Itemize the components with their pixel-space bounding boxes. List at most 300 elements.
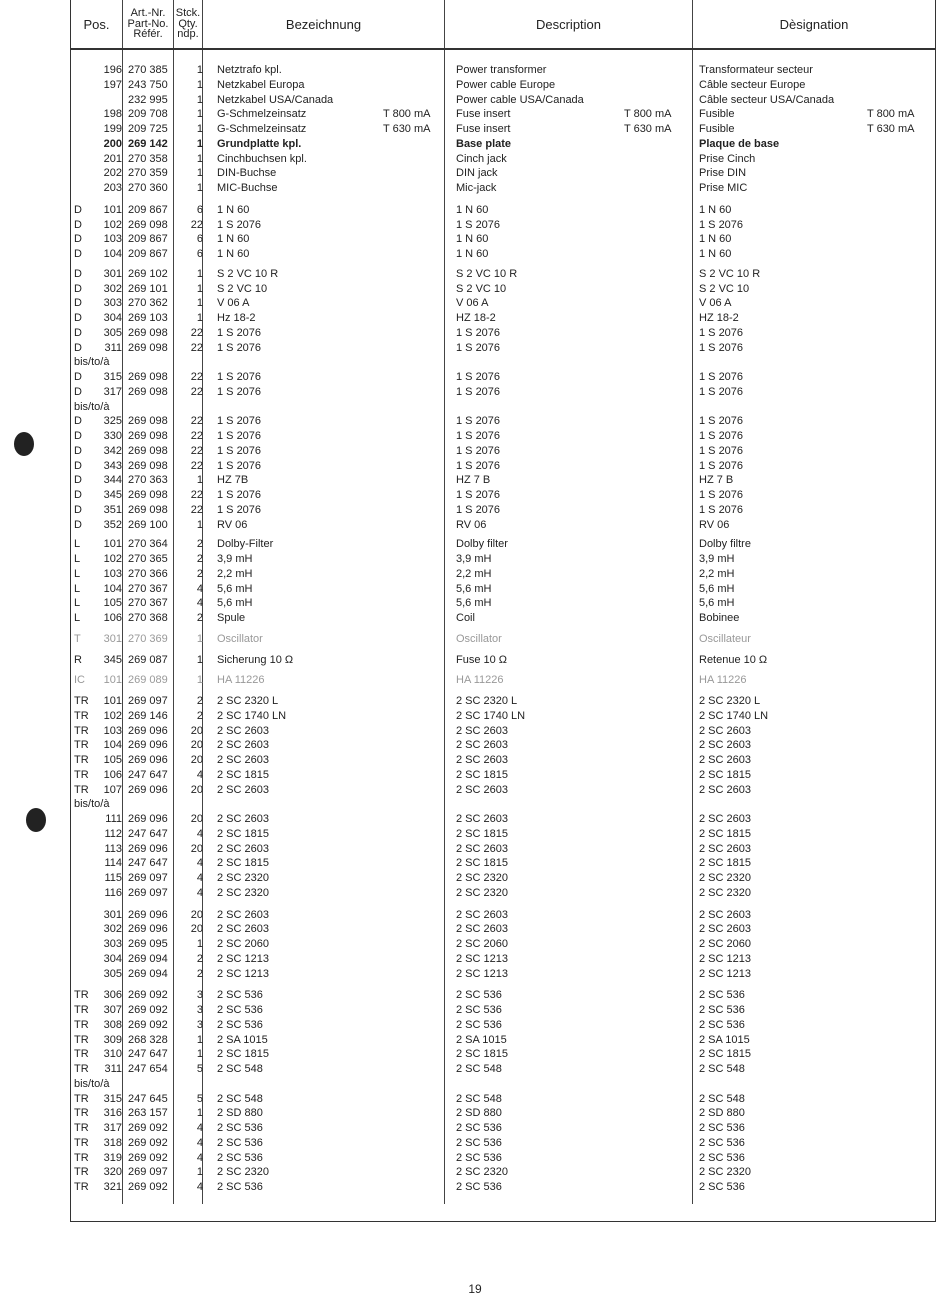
row-part-no: 263 157 xyxy=(128,1107,168,1120)
row-description: 2 SC 1815 xyxy=(456,1048,508,1061)
row-bezeichnung: DIN-Buchse xyxy=(217,167,277,180)
row-pos: 342 xyxy=(103,444,122,457)
row-pos: 116 xyxy=(104,886,122,899)
row-pos: 105 xyxy=(103,597,122,610)
row-description: 2 SC 2603 xyxy=(456,739,508,752)
row-bezeichnung: 2 SC 2320 xyxy=(217,1166,269,1179)
row-designation: Plaque de base xyxy=(699,137,780,150)
row-description: 2 SC 536 xyxy=(456,989,502,1002)
row-pos: 321 xyxy=(103,1181,122,1193)
row-prefix: D xyxy=(74,474,82,487)
row-designation: 1 S 2076 xyxy=(699,430,744,442)
row-qty: 1 xyxy=(196,312,203,324)
header-part-no-fr: Référ. xyxy=(133,28,163,41)
row-designation: 2 SC 536 xyxy=(699,1181,745,1193)
row-designation: S 2 VC 10 R xyxy=(699,267,761,280)
row-bezeichnung: 2 SC 536 xyxy=(217,989,263,1002)
row-description: 2 SC 1740 LN xyxy=(456,709,526,722)
row-part-no: 268 328 xyxy=(128,1033,168,1046)
col-divider xyxy=(173,0,174,1204)
row-part-no: 270 367 xyxy=(128,582,168,595)
row-pos: 102 xyxy=(103,553,122,565)
row-bezeichnung: Oscillator xyxy=(217,632,263,645)
row-qty: 20 xyxy=(190,724,203,737)
row-designation: Fusible xyxy=(699,123,735,135)
row-pos: 315 xyxy=(103,1092,122,1105)
row-part-no: 270 365 xyxy=(128,553,168,565)
row-description: 5,6 mH xyxy=(456,597,492,610)
row-prefix: D xyxy=(74,341,82,354)
row-bezeichnung: Netztrafo kpl. xyxy=(217,64,282,76)
row-description: 1 S 2076 xyxy=(456,385,501,398)
row-qty: 4 xyxy=(196,1122,203,1134)
row-description: Cinch jack xyxy=(456,152,507,165)
row-prefix: TR xyxy=(74,783,89,796)
row-part-no: 269 097 xyxy=(128,695,168,707)
row-qty: 1 xyxy=(196,182,203,194)
row-part-no: 269 092 xyxy=(128,1136,168,1149)
header-qty-fr: ndp. xyxy=(177,28,199,41)
row-qty: 22 xyxy=(190,371,203,383)
row-prefix: D xyxy=(74,518,82,531)
row-prefix: D xyxy=(74,371,82,383)
row-prefix: D xyxy=(74,312,82,324)
row-pos: 304 xyxy=(103,952,122,965)
row-prefix: D xyxy=(74,233,82,246)
row-qty: 20 xyxy=(190,842,203,855)
row-bezeichnung: Netzkabel Europa xyxy=(217,78,305,91)
row-designation-value: T 630 mA xyxy=(867,123,915,135)
row-description: 2 SC 2603 xyxy=(456,908,508,921)
row-pos: 197 xyxy=(103,78,122,91)
col-divider xyxy=(692,0,693,1204)
row-pos: 305 xyxy=(103,326,122,339)
row-pos: 202 xyxy=(103,167,122,180)
row-part-no: 269 095 xyxy=(128,938,168,950)
row-description: Fuse insert xyxy=(456,123,511,135)
row-part-no: 269 096 xyxy=(128,724,168,737)
row-qty: 20 xyxy=(190,783,203,796)
row-bezeichnung: 2 SC 2603 xyxy=(217,739,269,752)
row-prefix: TR xyxy=(74,1092,89,1105)
row-prefix: TR xyxy=(74,1018,89,1031)
row-bezeichnung: 1 S 2076 xyxy=(217,326,262,339)
row-prefix: L xyxy=(74,538,81,551)
row-designation: 5,6 mH xyxy=(699,597,735,610)
row-qty: 3 xyxy=(196,989,203,1002)
row-description: 2 SC 1213 xyxy=(456,967,508,980)
row-part-no: 269 096 xyxy=(128,813,168,825)
row-part-no: 269 101 xyxy=(128,282,168,295)
row-bezeichnung: 2 SC 2603 xyxy=(217,923,269,936)
row-pos: 317 xyxy=(103,1122,122,1134)
row-qty: 22 xyxy=(190,503,203,516)
row-designation: HA 11226 xyxy=(699,674,747,687)
row-bezeichnung-value: T 630 mA xyxy=(383,123,431,135)
row-description: Coil xyxy=(456,612,475,624)
row-designation: 2 SC 2320 L xyxy=(699,695,761,707)
row-designation: Câble secteur USA/Canada xyxy=(699,93,835,106)
row-part-no: 270 368 xyxy=(128,612,168,624)
row-prefix: bis/to/à xyxy=(74,356,110,369)
row-designation: 2,2 mH xyxy=(699,567,735,580)
row-designation: 1 N 60 xyxy=(699,233,732,246)
row-bezeichnung: MIC-Buchse xyxy=(217,182,278,194)
row-description: 2 SC 548 xyxy=(456,1063,502,1075)
row-qty: 6 xyxy=(196,203,203,216)
row-designation: 2 SC 2603 xyxy=(699,908,751,921)
row-pos: 330 xyxy=(103,430,122,442)
row-part-no: 269 096 xyxy=(128,842,168,855)
row-designation: 2 SC 1815 xyxy=(699,768,751,781)
row-prefix: D xyxy=(74,430,82,442)
row-prefix: TR xyxy=(74,989,89,1002)
row-prefix: D xyxy=(74,326,82,339)
row-description: 3,9 mH xyxy=(456,553,492,565)
row-designation: 2 SC 536 xyxy=(699,1018,745,1031)
row-designation: 2 SC 1213 xyxy=(699,967,751,980)
row-description: 1 N 60 xyxy=(456,248,489,260)
row-prefix: TR xyxy=(74,1063,89,1075)
row-pos: 325 xyxy=(103,415,122,428)
row-prefix: D xyxy=(74,297,82,310)
row-pos: 101 xyxy=(103,538,122,551)
row-bezeichnung: S 2 VC 10 xyxy=(217,282,268,295)
row-prefix: TR xyxy=(74,1048,89,1061)
header-part-no-de: Art.-Nr. xyxy=(130,7,166,20)
row-description: 1 S 2076 xyxy=(456,430,501,442)
row-bezeichnung: Hz 18-2 xyxy=(217,312,256,324)
row-pos: 308 xyxy=(103,1018,122,1031)
row-qty: 22 xyxy=(190,444,203,457)
row-designation-value: T 800 mA xyxy=(867,108,915,121)
row-bezeichnung: 1 S 2076 xyxy=(217,385,262,398)
row-pos: 345 xyxy=(103,653,122,666)
row-description: 2 SD 880 xyxy=(456,1107,502,1120)
row-bezeichnung: Grundplatte kpl. xyxy=(217,137,302,150)
row-part-no: 269 097 xyxy=(128,886,168,899)
col-divider xyxy=(444,0,445,1204)
row-description: 2 SC 1815 xyxy=(456,827,508,840)
row-pos: 343 xyxy=(103,459,122,472)
row-designation: 1 S 2076 xyxy=(699,444,744,457)
row-part-no: 269 098 xyxy=(128,341,168,354)
header-part-no-en: Part-No. xyxy=(127,17,169,30)
row-description: 2 SC 1815 xyxy=(456,768,508,781)
row-qty: 1 xyxy=(196,267,203,280)
row-bezeichnung: 1 S 2076 xyxy=(217,430,262,442)
row-bezeichnung: 2 SA 1015 xyxy=(217,1033,268,1046)
row-bezeichnung: 2 SC 536 xyxy=(217,1018,263,1031)
row-bezeichnung: 2 SC 1815 xyxy=(217,768,269,781)
row-qty: 22 xyxy=(190,218,203,231)
row-designation: 2 SC 1815 xyxy=(699,857,751,870)
row-qty: 1 xyxy=(196,297,203,310)
row-description: 1 S 2076 xyxy=(456,489,501,501)
row-description: Fuse insert xyxy=(456,108,511,121)
row-part-no: 269 096 xyxy=(128,754,168,766)
row-pos: 101 xyxy=(103,674,122,687)
row-qty: 2 xyxy=(196,612,203,624)
row-designation: Prise Cinch xyxy=(699,152,756,165)
row-qty: 20 xyxy=(190,739,203,752)
row-description: 2 SC 2320 xyxy=(456,872,508,884)
row-part-no: 209 867 xyxy=(128,248,168,260)
row-part-no: 269 098 xyxy=(128,459,168,472)
row-bezeichnung: 2 SC 1213 xyxy=(217,967,269,980)
row-pos: 105 xyxy=(103,754,122,766)
row-pos: 103 xyxy=(103,567,122,580)
row-qty: 1 xyxy=(196,938,203,950)
row-qty: 5 xyxy=(196,1063,203,1075)
row-part-no: 269 100 xyxy=(128,518,168,531)
row-description: Power cable Europe xyxy=(456,78,556,91)
row-part-no: 247 647 xyxy=(128,768,168,781)
row-qty: 2 xyxy=(196,709,203,722)
row-bezeichnung: 2,2 mH xyxy=(217,567,253,580)
row-qty: 1 xyxy=(196,123,203,135)
row-description: 1 S 2076 xyxy=(456,371,501,383)
row-pos: 103 xyxy=(103,724,122,737)
row-prefix: D xyxy=(74,203,82,216)
row-part-no: 269 098 xyxy=(128,326,168,339)
row-description: 2 SC 2603 xyxy=(456,754,508,766)
row-bezeichnung: 2 SC 2603 xyxy=(217,842,269,855)
row-designation: 2 SC 2603 xyxy=(699,923,751,936)
row-description: 2 SC 2603 xyxy=(456,783,508,796)
row-part-no: 209 708 xyxy=(128,108,168,121)
row-bezeichnung: 2 SC 1815 xyxy=(217,857,269,870)
row-bezeichnung: 1 S 2076 xyxy=(217,415,262,428)
row-pos: 200 xyxy=(103,137,122,150)
row-prefix: TR xyxy=(74,1107,89,1120)
row-part-no: 269 087 xyxy=(128,653,168,666)
row-bezeichnung: 2 SC 2320 xyxy=(217,886,269,899)
row-qty: 22 xyxy=(190,385,203,398)
row-bezeichnung: 1 N 60 xyxy=(217,203,250,216)
row-designation: Oscillateur xyxy=(699,632,751,645)
row-qty: 4 xyxy=(196,1181,203,1193)
row-prefix: TR xyxy=(74,709,89,722)
row-qty: 1 xyxy=(196,1048,203,1061)
row-bezeichnung: 2 SC 2603 xyxy=(217,783,269,796)
header-pos: Pos. xyxy=(83,16,110,32)
row-qty: 4 xyxy=(196,1151,203,1164)
punch-hole xyxy=(14,432,34,456)
row-pos: 198 xyxy=(103,108,122,121)
row-part-no: 269 089 xyxy=(128,674,168,687)
row-part-no: 269 097 xyxy=(128,1166,168,1179)
row-bezeichnung: 1 S 2076 xyxy=(217,218,262,231)
row-qty: 4 xyxy=(196,886,203,899)
row-prefix: TR xyxy=(74,1136,89,1149)
row-description: HZ 7 B xyxy=(456,474,491,487)
row-pos: 112 xyxy=(104,827,122,840)
row-pos: 102 xyxy=(103,709,122,722)
row-prefix: TR xyxy=(74,754,89,766)
row-bezeichnung: 2 SC 548 xyxy=(217,1063,263,1075)
row-bezeichnung: 2 SC 2603 xyxy=(217,908,269,921)
row-description: 2 SC 536 xyxy=(456,1151,502,1164)
row-bezeichnung: 2 SD 880 xyxy=(217,1107,263,1120)
row-bezeichnung: 2 SC 548 xyxy=(217,1092,263,1105)
row-description: 2 SC 2320 L xyxy=(456,695,518,707)
row-pos: 317 xyxy=(103,385,122,398)
row-designation: 2 SC 2320 xyxy=(699,1166,751,1179)
row-bezeichnung: 2 SC 2603 xyxy=(217,813,269,825)
row-qty: 1 xyxy=(196,64,203,76)
row-pos: 316 xyxy=(103,1107,122,1120)
row-part-no: 269 092 xyxy=(128,1122,168,1134)
row-bezeichnung: 2 SC 536 xyxy=(217,1151,263,1164)
row-bezeichnung: 5,6 mH xyxy=(217,597,253,610)
row-part-no: 269 096 xyxy=(128,739,168,752)
row-designation: 1 S 2076 xyxy=(699,385,744,398)
row-part-no: 269 102 xyxy=(128,267,168,280)
row-designation: 2 SD 880 xyxy=(699,1107,745,1120)
row-qty: 2 xyxy=(196,567,203,580)
row-prefix: D xyxy=(74,503,82,516)
row-designation: 1 S 2076 xyxy=(699,371,744,383)
row-pos: 201 xyxy=(103,152,122,165)
row-pos: 302 xyxy=(103,923,122,936)
row-part-no: 247 647 xyxy=(128,827,168,840)
row-part-no: 269 098 xyxy=(128,415,168,428)
row-pos: 344 xyxy=(103,474,122,487)
row-designation: 1 S 2076 xyxy=(699,503,744,516)
row-qty: 20 xyxy=(190,923,203,936)
row-qty: 1 xyxy=(196,653,203,666)
row-description: 2 SC 536 xyxy=(456,1018,502,1031)
row-qty: 1 xyxy=(196,474,203,487)
row-part-no: 270 362 xyxy=(128,297,168,310)
punch-hole xyxy=(26,808,46,832)
row-pos: 345 xyxy=(103,489,122,501)
row-pos: 311 xyxy=(104,341,122,354)
row-designation: 2 SC 2603 xyxy=(699,724,751,737)
row-designation: 2 SC 2603 xyxy=(699,813,751,825)
row-qty: 1 xyxy=(196,674,203,687)
row-part-no: 269 103 xyxy=(128,312,168,324)
row-prefix: L xyxy=(74,582,81,595)
row-description: 1 S 2076 xyxy=(456,444,501,457)
row-designation: 2 SC 536 xyxy=(699,1136,745,1149)
row-pos: 104 xyxy=(103,248,122,260)
row-qty: 4 xyxy=(196,582,203,595)
row-prefix: TR xyxy=(74,1004,89,1016)
row-designation: 1 S 2076 xyxy=(699,218,744,231)
row-prefix: D xyxy=(74,385,82,398)
row-designation: S 2 VC 10 xyxy=(699,282,750,295)
row-designation: 5,6 mH xyxy=(699,582,735,595)
row-part-no: 270 367 xyxy=(128,597,168,610)
row-bezeichnung: 1 S 2076 xyxy=(217,489,262,501)
row-qty: 22 xyxy=(190,430,203,442)
row-part-no: 270 369 xyxy=(128,632,168,645)
row-prefix: TR xyxy=(74,1166,89,1179)
row-designation: 2 SC 2320 xyxy=(699,872,751,884)
row-description: 2 SC 2603 xyxy=(456,813,508,825)
row-description: HA 11226 xyxy=(456,674,504,687)
row-qty: 2 xyxy=(196,952,203,965)
row-prefix: D xyxy=(74,248,82,260)
row-prefix: TR xyxy=(74,768,89,781)
row-qty: 1 xyxy=(196,518,203,531)
row-bezeichnung: RV 06 xyxy=(217,518,248,531)
row-qty: 4 xyxy=(196,857,203,870)
row-part-no: 243 750 xyxy=(128,78,168,91)
row-description: Power transformer xyxy=(456,64,547,76)
row-designation: 2 SC 2603 xyxy=(699,783,751,796)
row-qty: 3 xyxy=(196,1004,203,1016)
row-qty: 6 xyxy=(196,248,203,260)
row-pos: 115 xyxy=(104,872,122,884)
row-bezeichnung: Cinchbuchsen kpl. xyxy=(217,152,307,165)
row-part-no: 269 094 xyxy=(128,967,168,980)
row-qty: 4 xyxy=(196,597,203,610)
row-designation: 2 SC 2320 xyxy=(699,886,751,899)
row-qty: 6 xyxy=(196,233,203,246)
row-description: 1 S 2076 xyxy=(456,326,501,339)
row-bezeichnung: 5,6 mH xyxy=(217,582,253,595)
row-description: 2 SA 1015 xyxy=(456,1033,507,1046)
row-bezeichnung: 1 S 2076 xyxy=(217,371,262,383)
row-designation: Prise DIN xyxy=(699,167,747,180)
row-part-no: 269 092 xyxy=(128,1151,168,1164)
row-pos: 303 xyxy=(103,297,122,310)
row-prefix: D xyxy=(74,444,82,457)
row-description: 2 SC 548 xyxy=(456,1092,502,1105)
row-bezeichnung: 2 SC 536 xyxy=(217,1181,263,1193)
row-bezeichnung: 1 N 60 xyxy=(217,248,250,260)
table-header xyxy=(71,0,935,50)
row-part-no: 269 098 xyxy=(128,489,168,501)
row-designation: 2 SC 536 xyxy=(699,1151,745,1164)
row-bezeichnung: S 2 VC 10 R xyxy=(217,267,279,280)
row-pos: 101 xyxy=(103,695,122,707)
row-bezeichnung: 2 SC 2603 xyxy=(217,754,269,766)
row-description: Dolby filter xyxy=(456,538,508,551)
row-pos: 203 xyxy=(103,182,122,194)
row-pos: 111 xyxy=(105,813,122,825)
row-prefix: D xyxy=(74,415,82,428)
row-qty: 2 xyxy=(196,967,203,980)
row-pos: 196 xyxy=(103,64,122,76)
row-qty: 1 xyxy=(196,1107,203,1120)
header-description: Description xyxy=(535,16,602,32)
row-bezeichnung-value: T 800 mA xyxy=(383,108,431,121)
row-designation: 2 SC 536 xyxy=(699,1004,745,1016)
row-bezeichnung: G-Schmelzeinsatz xyxy=(217,108,307,121)
row-pos: 104 xyxy=(103,739,122,752)
row-prefix: L xyxy=(74,567,81,580)
row-designation: 2 SC 1815 xyxy=(699,1048,751,1061)
row-bezeichnung: 1 S 2076 xyxy=(217,341,262,354)
row-pos: 310 xyxy=(103,1048,122,1061)
row-designation: Transformateur secteur xyxy=(699,64,813,76)
row-designation: 2 SC 536 xyxy=(699,1122,745,1134)
row-part-no: 269 096 xyxy=(128,923,168,936)
row-description: 2 SC 2603 xyxy=(456,923,508,936)
row-part-no: 270 359 xyxy=(128,167,168,180)
row-description: 1 S 2076 xyxy=(456,503,501,516)
row-prefix: TR xyxy=(74,1181,89,1193)
row-qty: 4 xyxy=(196,1136,203,1149)
row-designation: 1 S 2076 xyxy=(699,326,744,339)
row-part-no: 269 098 xyxy=(128,430,168,442)
row-bezeichnung: 2 SC 1815 xyxy=(217,1048,269,1061)
row-prefix: D xyxy=(74,267,82,280)
